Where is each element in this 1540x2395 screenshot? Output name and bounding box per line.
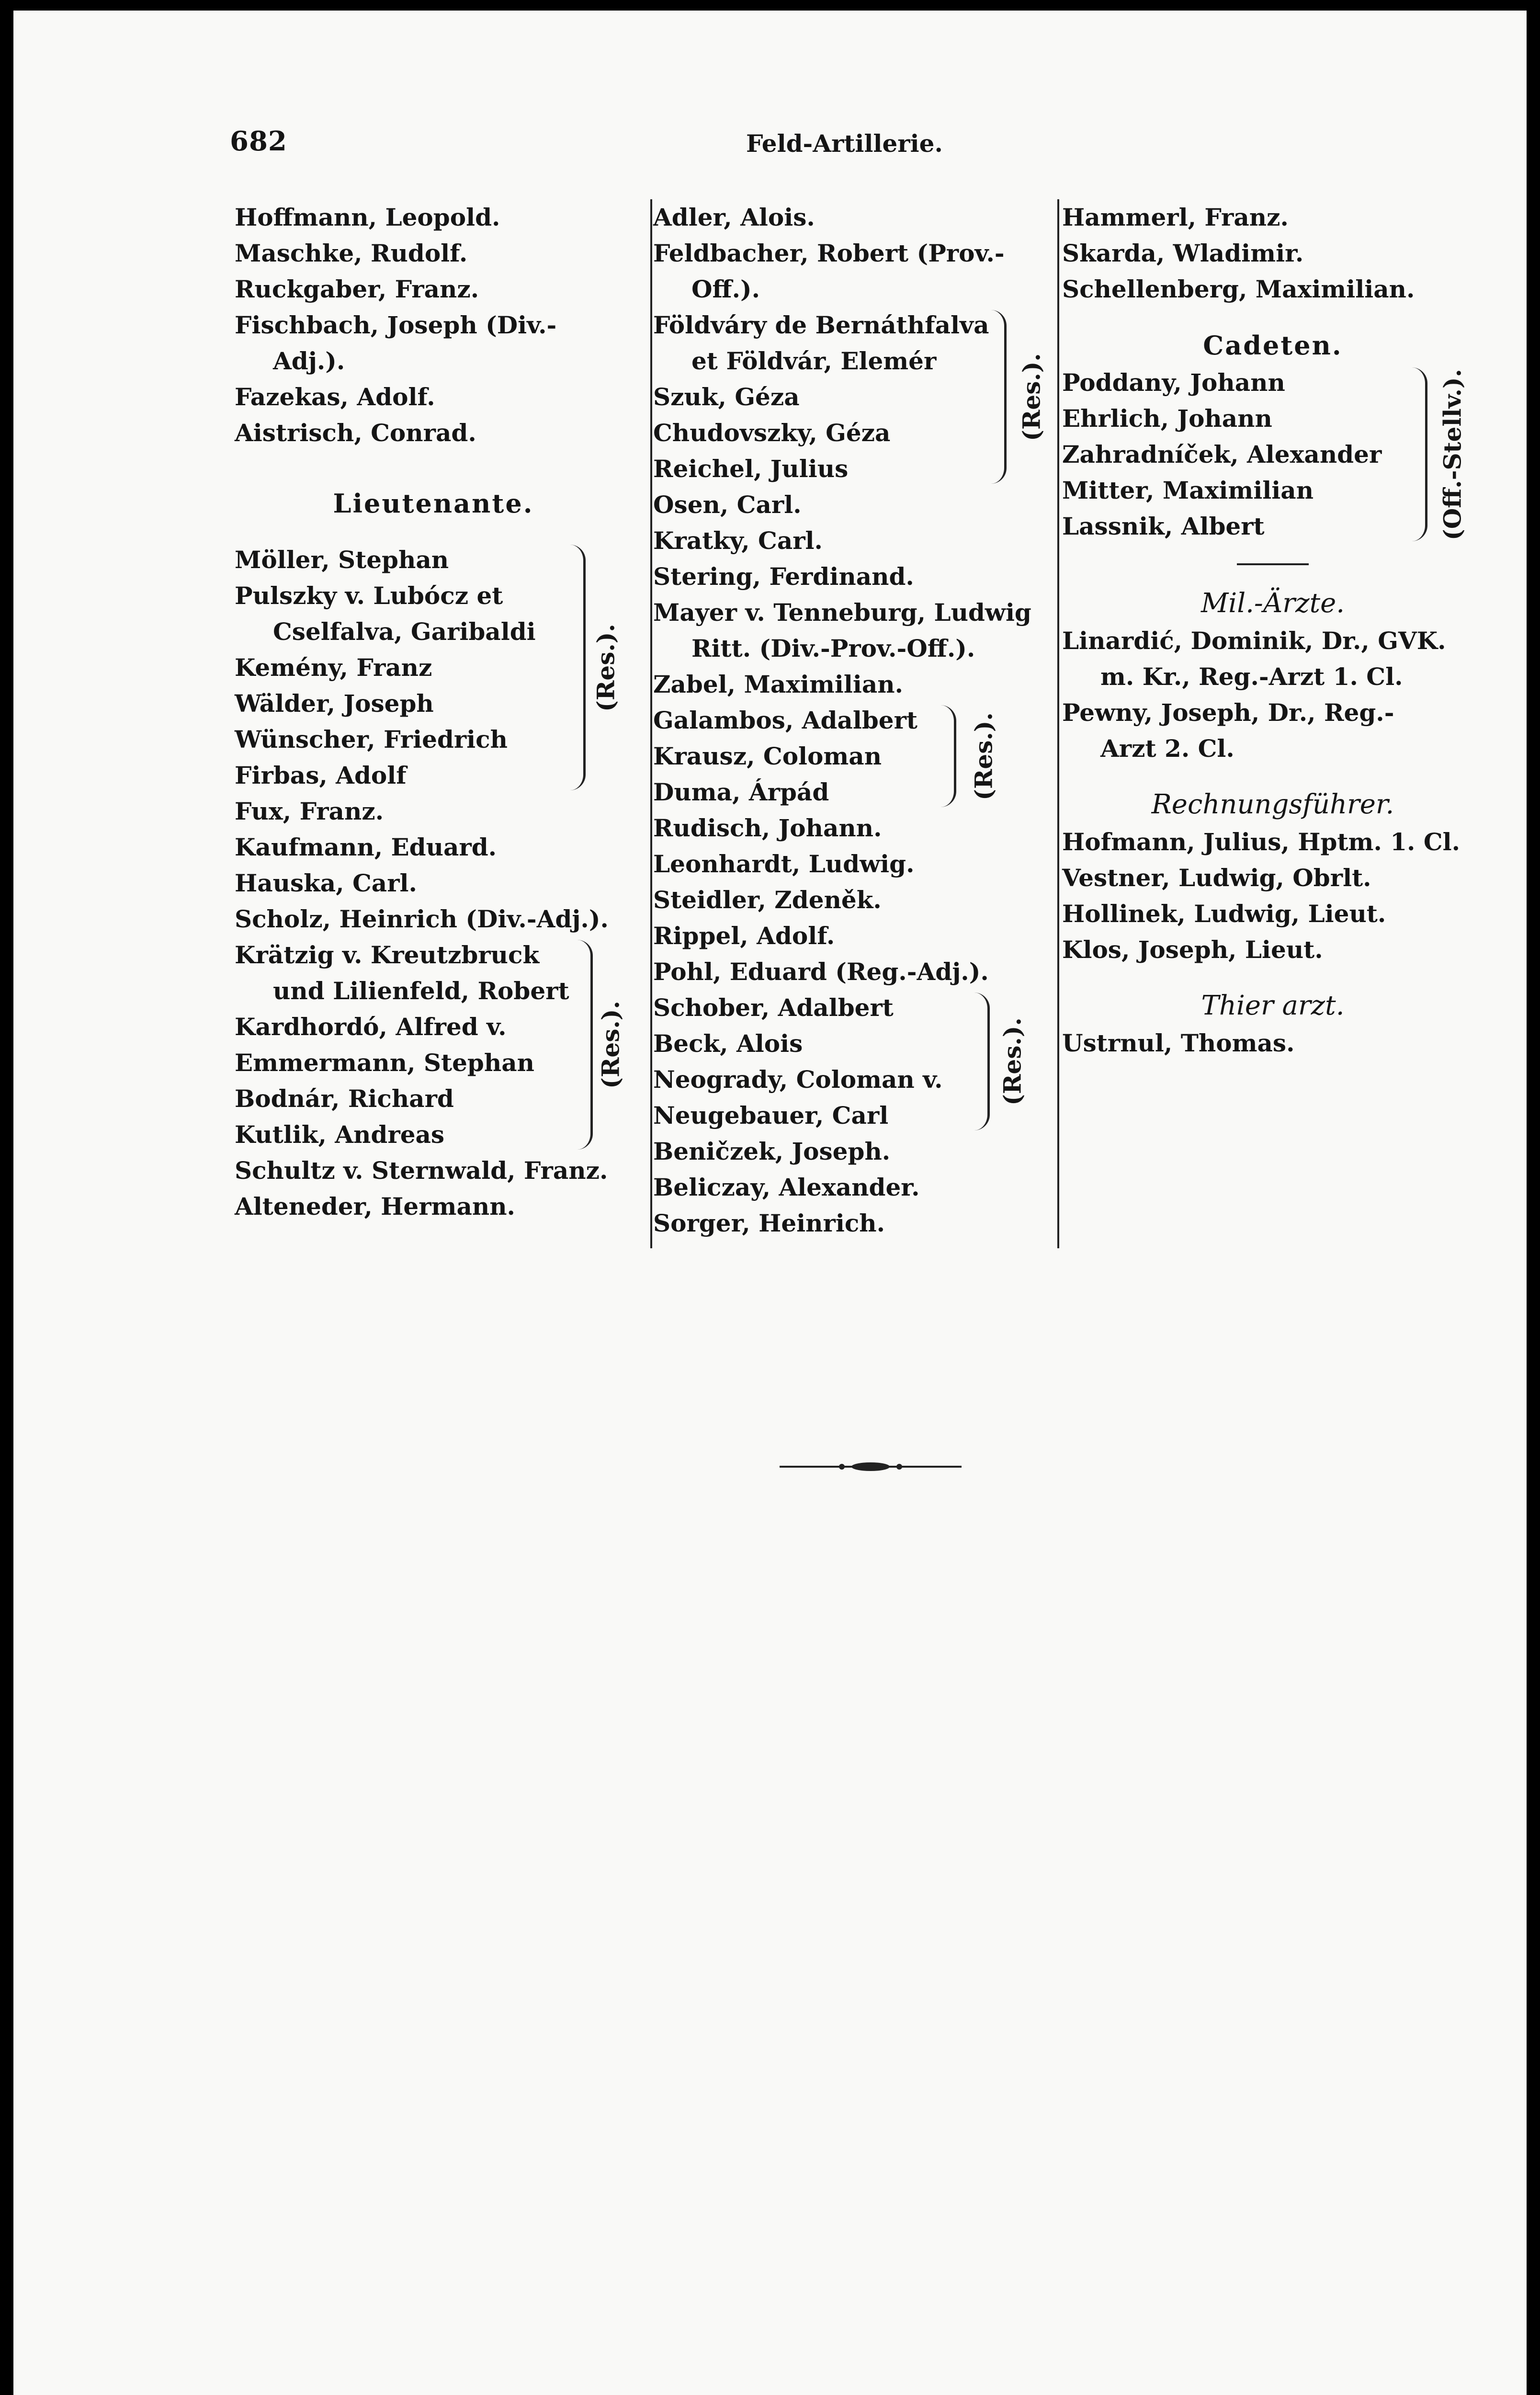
list-item: Wälder, Joseph	[235, 689, 434, 718]
list-item: Möller, Stephan	[235, 546, 449, 574]
reserve-label: (Res.).	[998, 1017, 1027, 1106]
list-item: Linardić, Dominik, Dr., GVK.	[1062, 627, 1446, 655]
list-item: Mitter, Maximilian	[1062, 476, 1314, 504]
list-item: Schellenberg, Maximilian.	[1062, 275, 1415, 303]
list-item: Hauska, Carl.	[235, 869, 417, 897]
list-item: Osen, Carl.	[653, 490, 802, 519]
list-item: Adler, Alois.	[653, 203, 815, 231]
brace	[577, 940, 593, 1150]
column-3	[1062, 199, 1483, 1061]
section-heading: Mil.-Ärzte.	[1200, 588, 1345, 619]
list-item: et Földvár, Elemér	[691, 347, 937, 375]
list-item: Ruckgaber, Franz.	[235, 275, 479, 303]
section-heading: Cadeten.	[1203, 330, 1343, 361]
list-item: Maschke, Rudolf.	[235, 239, 468, 267]
list-item: Schober, Adalbert	[653, 993, 894, 1022]
list-item: Ehrlich, Johann	[1062, 404, 1272, 433]
list-item: Off.).	[691, 275, 760, 303]
list-item: Neogrady, Coloman v.	[653, 1065, 943, 1094]
brace	[570, 545, 586, 790]
list-item: Feldbacher, Robert (Prov.-	[653, 239, 1005, 267]
list-item: Skarda, Wladimir.	[1062, 239, 1304, 267]
reserve-label: (Res.).	[596, 1001, 625, 1089]
reserve-label: (Res.).	[969, 712, 998, 800]
divider	[1237, 563, 1309, 565]
reserve-group	[235, 542, 632, 793]
list-item: Kratky, Carl.	[653, 526, 823, 555]
list-item: Szuk, Géza	[653, 383, 800, 411]
reserve-group	[653, 307, 1060, 487]
list-item: Rippel, Adolf.	[653, 922, 835, 950]
list-item: Kutlik, Andreas	[235, 1120, 445, 1149]
book-page	[13, 11, 1527, 2395]
list-item: Arzt 2. Cl.	[1100, 734, 1234, 763]
list-item: Steidler, Zdeněk.	[653, 886, 882, 914]
list-item: Hofmann, Julius, Hptm. 1. Cl.	[1062, 828, 1461, 856]
reserve-group	[235, 937, 632, 1152]
list-item: Bodnár, Richard	[235, 1084, 454, 1113]
list-item: und Lilienfeld, Robert	[273, 977, 569, 1005]
reserve-group	[653, 702, 1060, 810]
list-item: Cselfalva, Garibaldi	[273, 617, 536, 646]
list-item: Beck, Alois	[653, 1029, 803, 1058]
reserve-label: (Res.).	[591, 623, 620, 712]
end-ornament	[780, 1457, 962, 1476]
list-item: Fux, Franz.	[235, 797, 384, 825]
list-item: Wünscher, Friedrich	[235, 725, 508, 753]
list-item: Emmermann, Stephan	[235, 1049, 534, 1077]
list-item: Schultz v. Sternwald, Franz.	[235, 1156, 608, 1185]
list-item: Lassnik, Albert	[1062, 512, 1265, 540]
list-item: Földváry de Bernáthfalva	[653, 311, 989, 339]
page-number: 682	[230, 125, 287, 157]
list-item: Hollinek, Ludwig, Lieut.	[1062, 900, 1386, 928]
column-rule	[650, 199, 652, 1248]
list-item: Aistrisch, Conrad.	[235, 419, 476, 447]
list-item: Alteneder, Hermann.	[235, 1192, 515, 1220]
running-head: Feld-Artillerie.	[746, 129, 943, 158]
list-item: Ustrnul, Thomas.	[1062, 1029, 1295, 1057]
brace	[1412, 367, 1427, 541]
list-item: Ritt. (Div.-Prov.-Off.).	[691, 634, 975, 662]
reserve-label: (Res.).	[1017, 353, 1046, 441]
list-item: Firbas, Adolf	[235, 761, 407, 789]
list-item: Neugebauer, Carl	[653, 1101, 889, 1129]
section-heading: Rechnungsführer.	[1151, 789, 1394, 820]
brace	[974, 992, 990, 1130]
list-item: Pulszky v. Lubócz et	[235, 582, 503, 610]
list-item: Krausz, Coloman	[653, 742, 882, 770]
list-item: Pewny, Joseph, Dr., Reg.-	[1062, 698, 1394, 727]
brace	[940, 705, 956, 807]
column-1	[235, 199, 632, 1224]
list-item: Leonhardt, Ludwig.	[653, 850, 915, 878]
list-item: Hammerl, Franz.	[1062, 203, 1289, 231]
list-item: Krätzig v. Kreutzbruck	[235, 941, 540, 969]
list-item: Vestner, Ludwig, Obrlt.	[1062, 864, 1371, 892]
list-item: Beliczay, Alexander.	[653, 1173, 920, 1201]
section-heading: Thier arzt.	[1201, 990, 1345, 1021]
list-item: Duma, Árpád	[653, 778, 829, 806]
list-item: Chudovszky, Géza	[653, 419, 891, 447]
list-item: Scholz, Heinrich (Div.-Adj.).	[235, 905, 609, 933]
list-item: Kaufmann, Eduard.	[235, 833, 497, 861]
list-item: Fazekas, Adolf.	[235, 383, 435, 411]
list-item: Poddany, Johann	[1062, 368, 1285, 397]
list-item: Kardhordó, Alfred v.	[235, 1013, 507, 1041]
list-item: Adj.).	[273, 347, 345, 375]
cadets-group	[1062, 365, 1483, 544]
list-item: Klos, Joseph, Lieut.	[1062, 935, 1323, 964]
list-item: Mayer v. Tenneburg, Ludwig	[653, 598, 1031, 627]
list-item: Hoffmann, Leopold.	[235, 203, 500, 231]
section-heading: Lieutenante.	[333, 488, 534, 519]
brace	[991, 310, 1007, 484]
list-item: Sorger, Heinrich.	[653, 1209, 885, 1237]
reserve-group	[653, 990, 1060, 1133]
column-2	[653, 199, 1060, 1241]
list-item: Zabel, Maximilian.	[653, 670, 904, 698]
list-item: Fischbach, Joseph (Div.-	[235, 311, 557, 339]
list-item: Pohl, Eduard (Reg.-Adj.).	[653, 958, 989, 986]
list-item: Reichel, Julius	[653, 455, 849, 483]
list-item: Galambos, Adalbert	[653, 706, 918, 734]
list-item: Kemény, Franz	[235, 653, 432, 682]
list-item: Zahradníček, Alexander	[1062, 440, 1382, 468]
list-item: m. Kr., Reg.-Arzt 1. Cl.	[1100, 662, 1403, 691]
list-item: Stering, Ferdinand.	[653, 562, 914, 591]
list-item: Rudisch, Johann.	[653, 814, 882, 842]
officer-deputy-label: (Off.-Stellv.).	[1438, 368, 1467, 540]
list-item: Beničzek, Joseph.	[653, 1137, 891, 1165]
